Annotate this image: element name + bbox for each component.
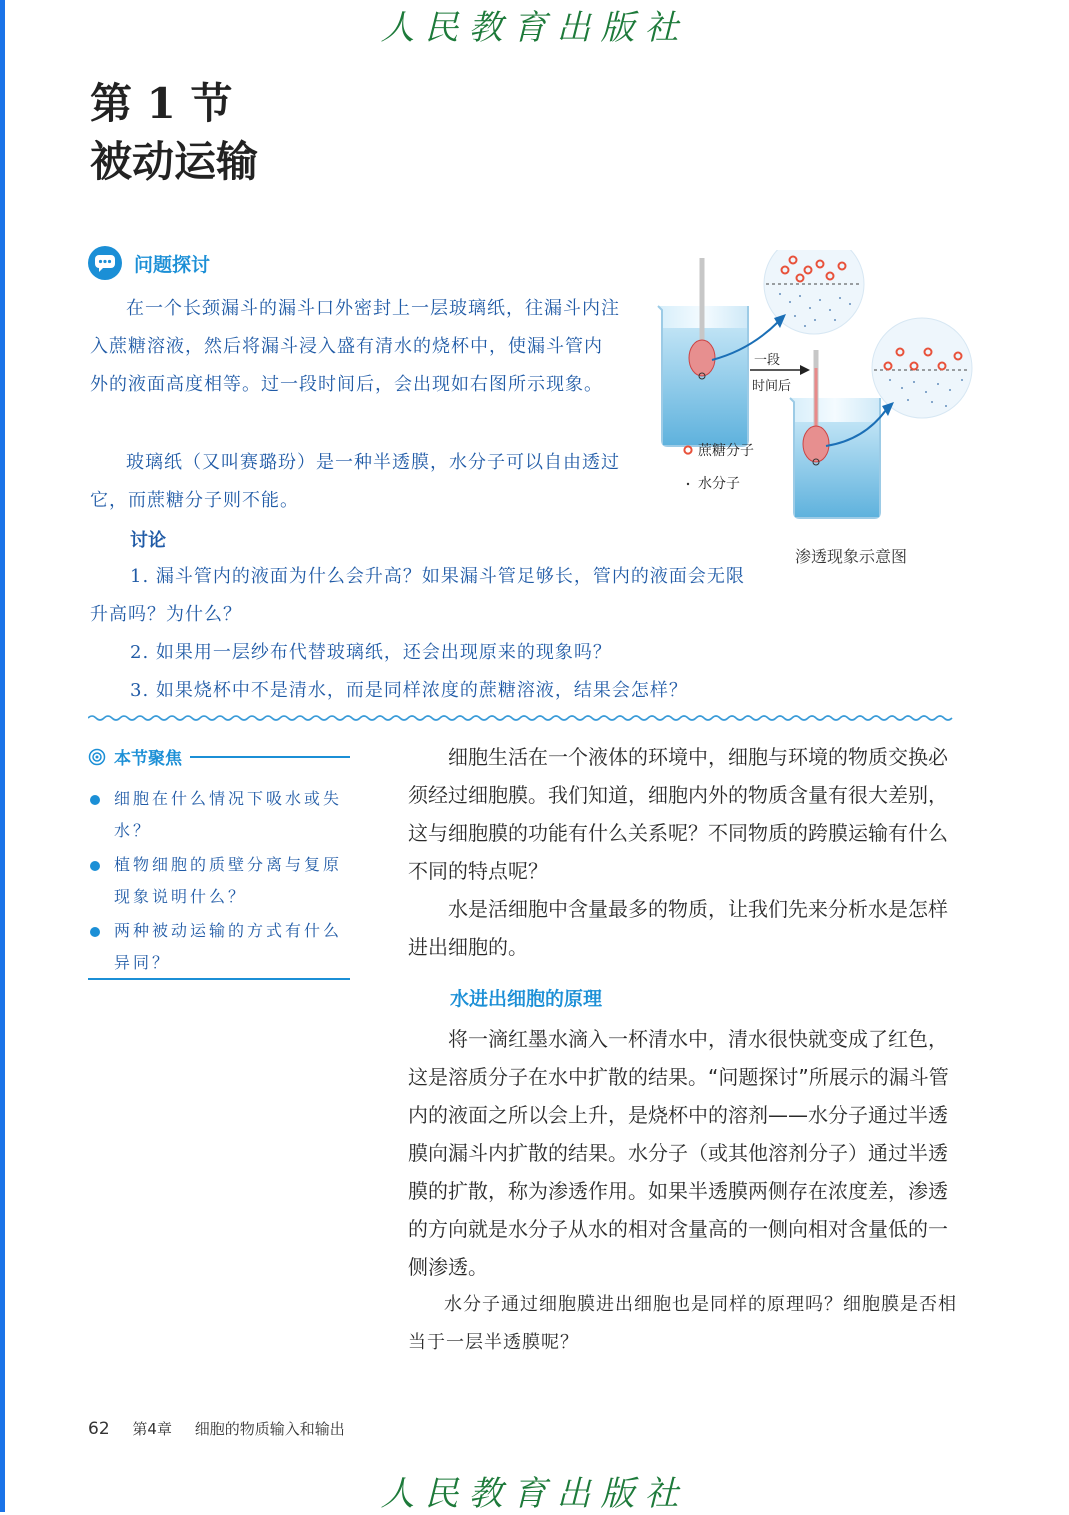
beaker-after <box>790 350 880 518</box>
publisher-logo-header: 人民教育出版社 <box>380 8 689 48</box>
water-legend-icon <box>687 483 689 485</box>
figure-caption: 渗透现象示意图 <box>795 547 908 566</box>
problem-paragraph-2: 玻璃纸（又叫赛璐玢）是一种半透膜，水分子可以自由透过它，而蔗糖分子则不能。 <box>90 452 620 511</box>
problem-box-title: 问题探讨 <box>134 253 211 276</box>
focus-item: 两种被动运输的方式有什么异同？ <box>88 915 350 979</box>
left-edge-rule <box>0 0 5 1512</box>
body-paragraph-3: 将一滴红墨水滴入一杯清水中，清水很快就变成了红色，这是溶质分子在水中扩散的结果。“问题探讨”所展示的漏斗管内的液面之所以会上升，是烧杯中的溶剂——水分子通过半透膜向漏斗内扩散的结果。水分子（或其他溶剂分子）通过半透膜的扩散，称为渗透作用。如果半透膜两侧存在浓度差，渗透的方向就是水分子从水的相对含量高的一侧向相对含量低的一侧渗透。 <box>408 1027 949 1279</box>
chat-bubble-icon <box>88 246 122 280</box>
discussion-question-3: 3. 如果烧杯中不是清水，而是同样浓度的蔗糖溶液，结果会怎样？ <box>130 680 688 701</box>
subheading-water-principle: 水进出细胞的原理 <box>450 988 603 1010</box>
chapter-title: 细胞的物质输入和输出 <box>194 1420 345 1438</box>
legend-sucrose: 蔗糖分子 <box>698 443 754 459</box>
focus-header-line <box>190 756 350 758</box>
discussion-question-2: 2. 如果用一层纱布代替玻璃纸，还会出现原来的现象吗？ <box>130 642 612 663</box>
target-icon <box>88 748 106 766</box>
focus-list <box>88 783 350 979</box>
body-paragraph-2: 水是活细胞中含量最多的物质，让我们先来分析水是怎样进出细胞的。 <box>408 897 948 959</box>
publisher-logo-footer: 人民教育出版社 <box>380 1474 689 1514</box>
body-paragraph-1: 细胞生活在一个液体的环境中，细胞与环境的物质交换必须经过细胞膜。我们知道，细胞内外的物质含量有很大差别，这与细胞膜的功能有什么关系呢？不同物质的跨膜运输有什么不同的特点呢？ <box>408 745 948 883</box>
discussion-question-1: 1. 漏斗管内的液面为什么会升高？如果漏斗管足够长，管内的液面会无限升高吗？为什么？ <box>90 566 745 625</box>
sucrose-legend-icon <box>684 446 691 453</box>
chapter-number: 第4章 <box>132 1420 172 1438</box>
focus-item: 细胞在什么情况下吸水或失水？ <box>88 783 350 847</box>
problem-paragraph-1: 在一个长颈漏斗的漏斗口外密封上一层玻璃纸，往漏斗内注入蔗糖溶液，然后将漏斗浸入盛有清水的烧杯中，使漏斗管内外的液面高度相等。过一段时间后，会出现如右图所示现象。 <box>90 298 620 395</box>
legend-water: 水分子 <box>698 476 740 492</box>
page-footer <box>88 1418 345 1439</box>
problem-box-header <box>88 246 210 280</box>
focus-title: 本节聚焦 <box>114 749 182 769</box>
arrow-label-1: 一段 <box>754 353 781 368</box>
section-number: 第 1 节 <box>90 79 233 128</box>
osmosis-diagram <box>650 250 980 540</box>
focus-bottom-rule <box>88 978 350 980</box>
body-paragraph-4: 水分子通过细胞膜进出细胞也是同样的原理吗？细胞膜是否相当于一层半透膜呢？ <box>408 1294 957 1353</box>
focus-header <box>88 744 350 769</box>
arrow-label-2: 时间后 <box>752 379 792 394</box>
focus-item: 植物细胞的质壁分离与复原现象说明什么？ <box>88 849 350 913</box>
magnified-view-after <box>872 318 972 418</box>
wavy-divider <box>88 712 964 724</box>
section-title: 被动运输 <box>90 137 259 186</box>
discussion-label: 讨论 <box>130 530 166 551</box>
page-number: 62 <box>88 1419 110 1439</box>
section-focus-box <box>88 744 350 979</box>
